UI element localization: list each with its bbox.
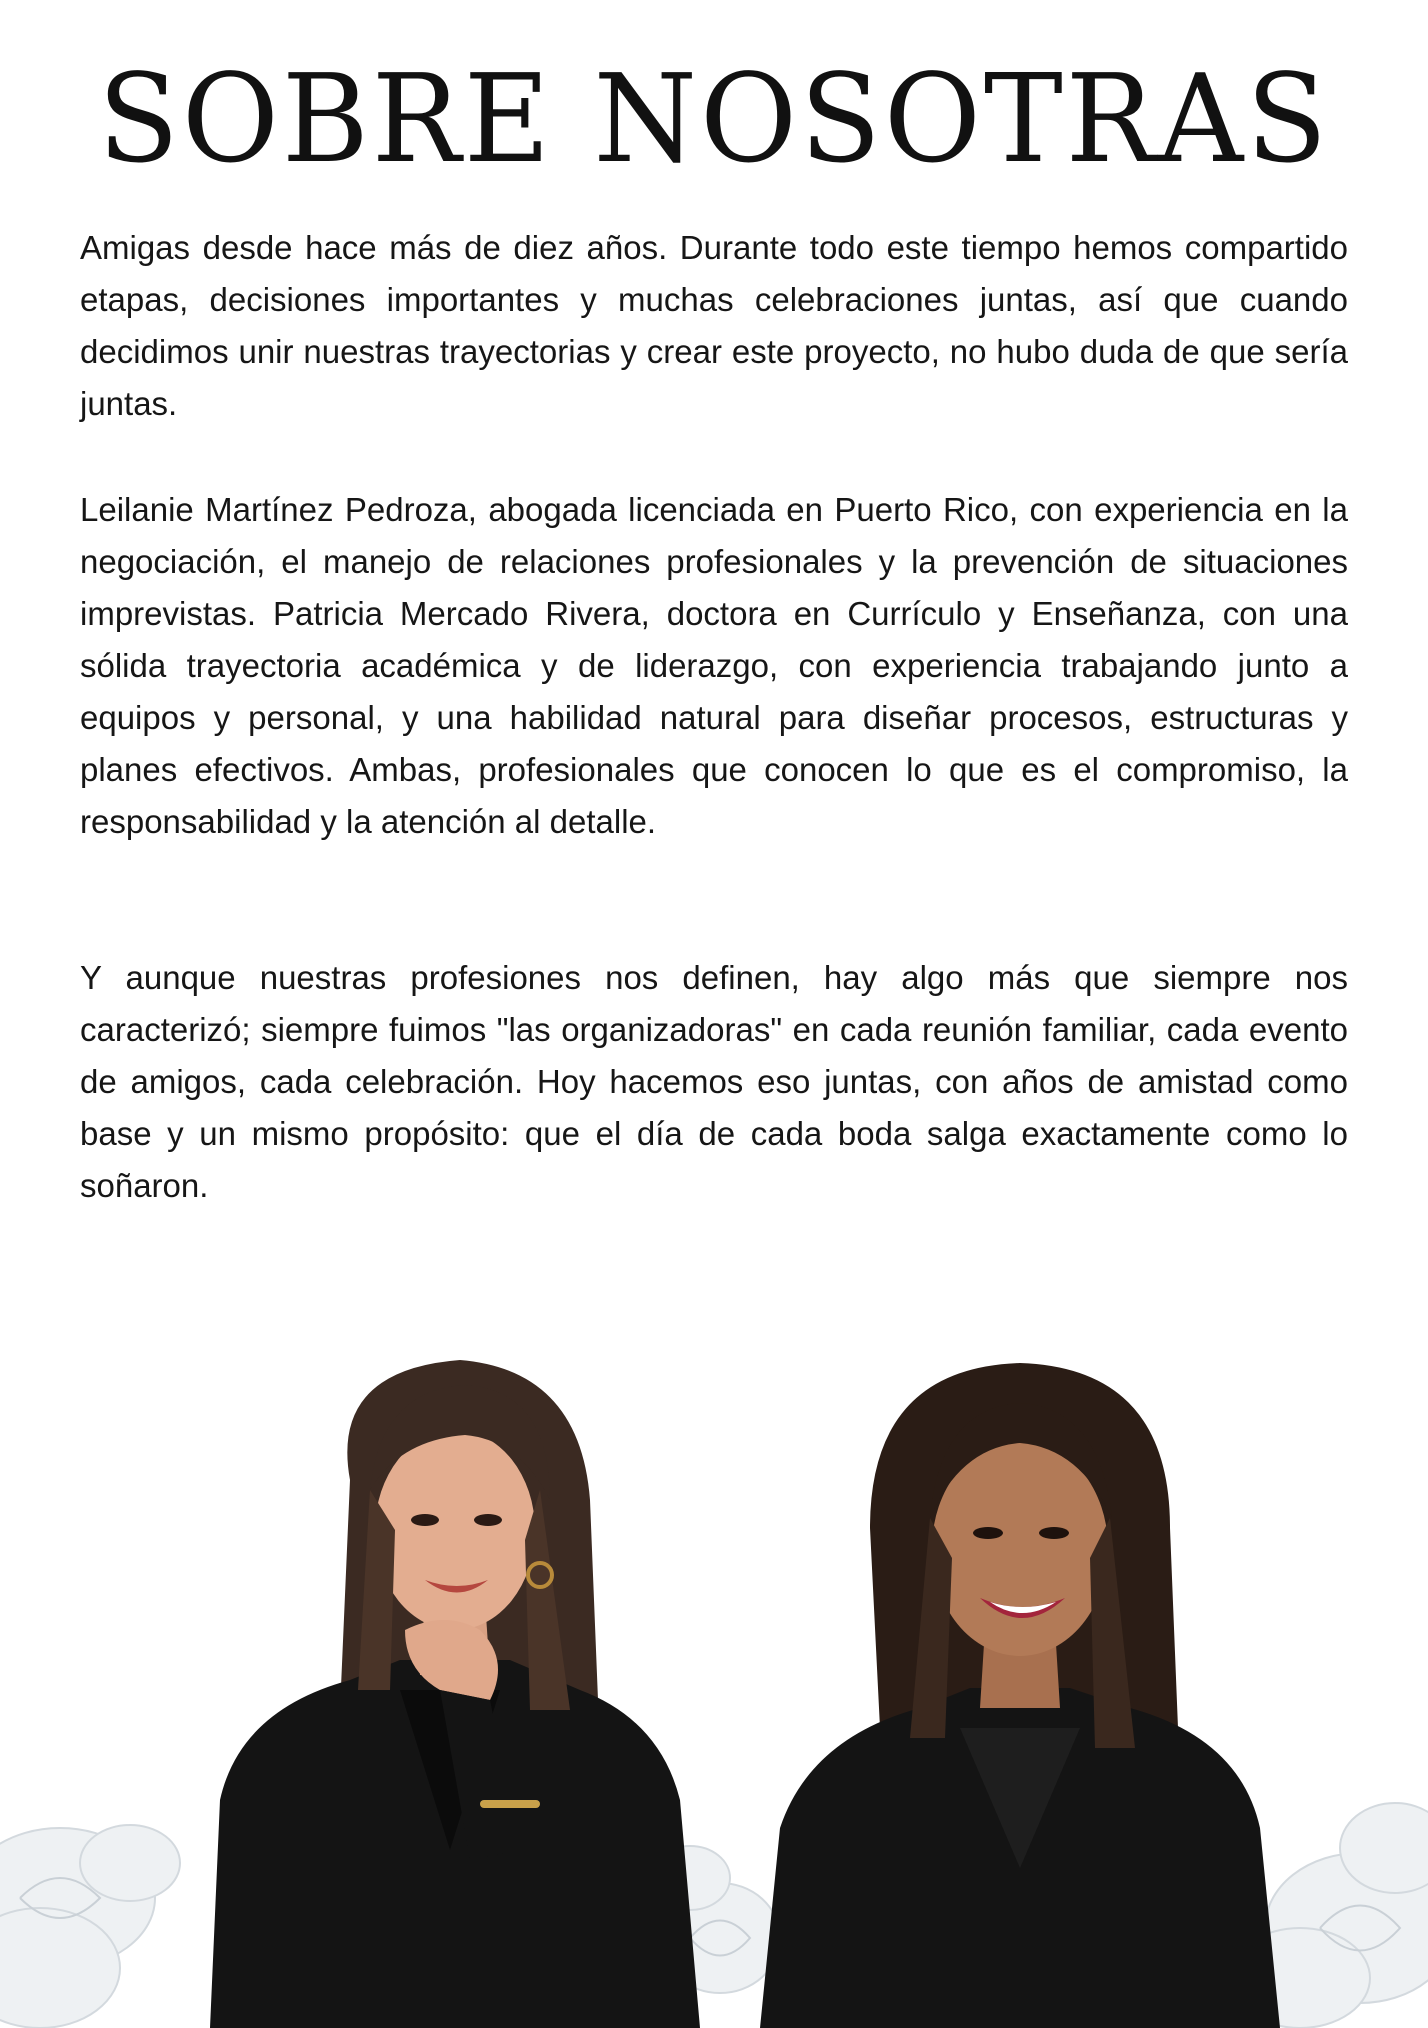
portrait-right-woman-image [740,1348,1300,2028]
paragraph-purpose: Y aunque nuestras profesiones nos definen, hay algo más que siempre nos caracterizó; siempre fuimos "las organizadoras" en cada reunión familiar, cada evento de amigos, cada celebración. Hoy hacemos eso juntas, con años de amistad como base y un mismo propósito: que el día de cada boda salga exactamente como lo soñaron. [80,959,1348,1204]
paragraph-profiles: Leilanie Martínez Pedroza, abogada licenciada en Puerto Rico, con experiencia en la negociación, el manejo de relaciones profesionales y la prevención de situaciones imprevistas. Patricia Mercado Rivera, doctora en Currículo y Enseñanza, con una sólida trayectoria académica y de liderazgo, con experiencia trabajando junto a equipos y personal, y una habilidad natural para diseñar procesos, estructuras y planes efectivos. Ambas, profesionales que conocen lo que es el compromiso, la responsabilidad y la atención al detalle. [80,491,1348,840]
portrait-left-woman-image [180,1330,720,2028]
paragraph-intro: Amigas desde hace más de diez años. Durante todo este tiempo hemos compartido etapas, decisiones importantes y muchas celebraciones juntas, así que cuando decidimos unir nuestras trayectorias y crear este proyecto, no hubo duda de que sería juntas. [80,229,1348,422]
page-title: SOBRE NOSOTRAS [97,48,1331,190]
